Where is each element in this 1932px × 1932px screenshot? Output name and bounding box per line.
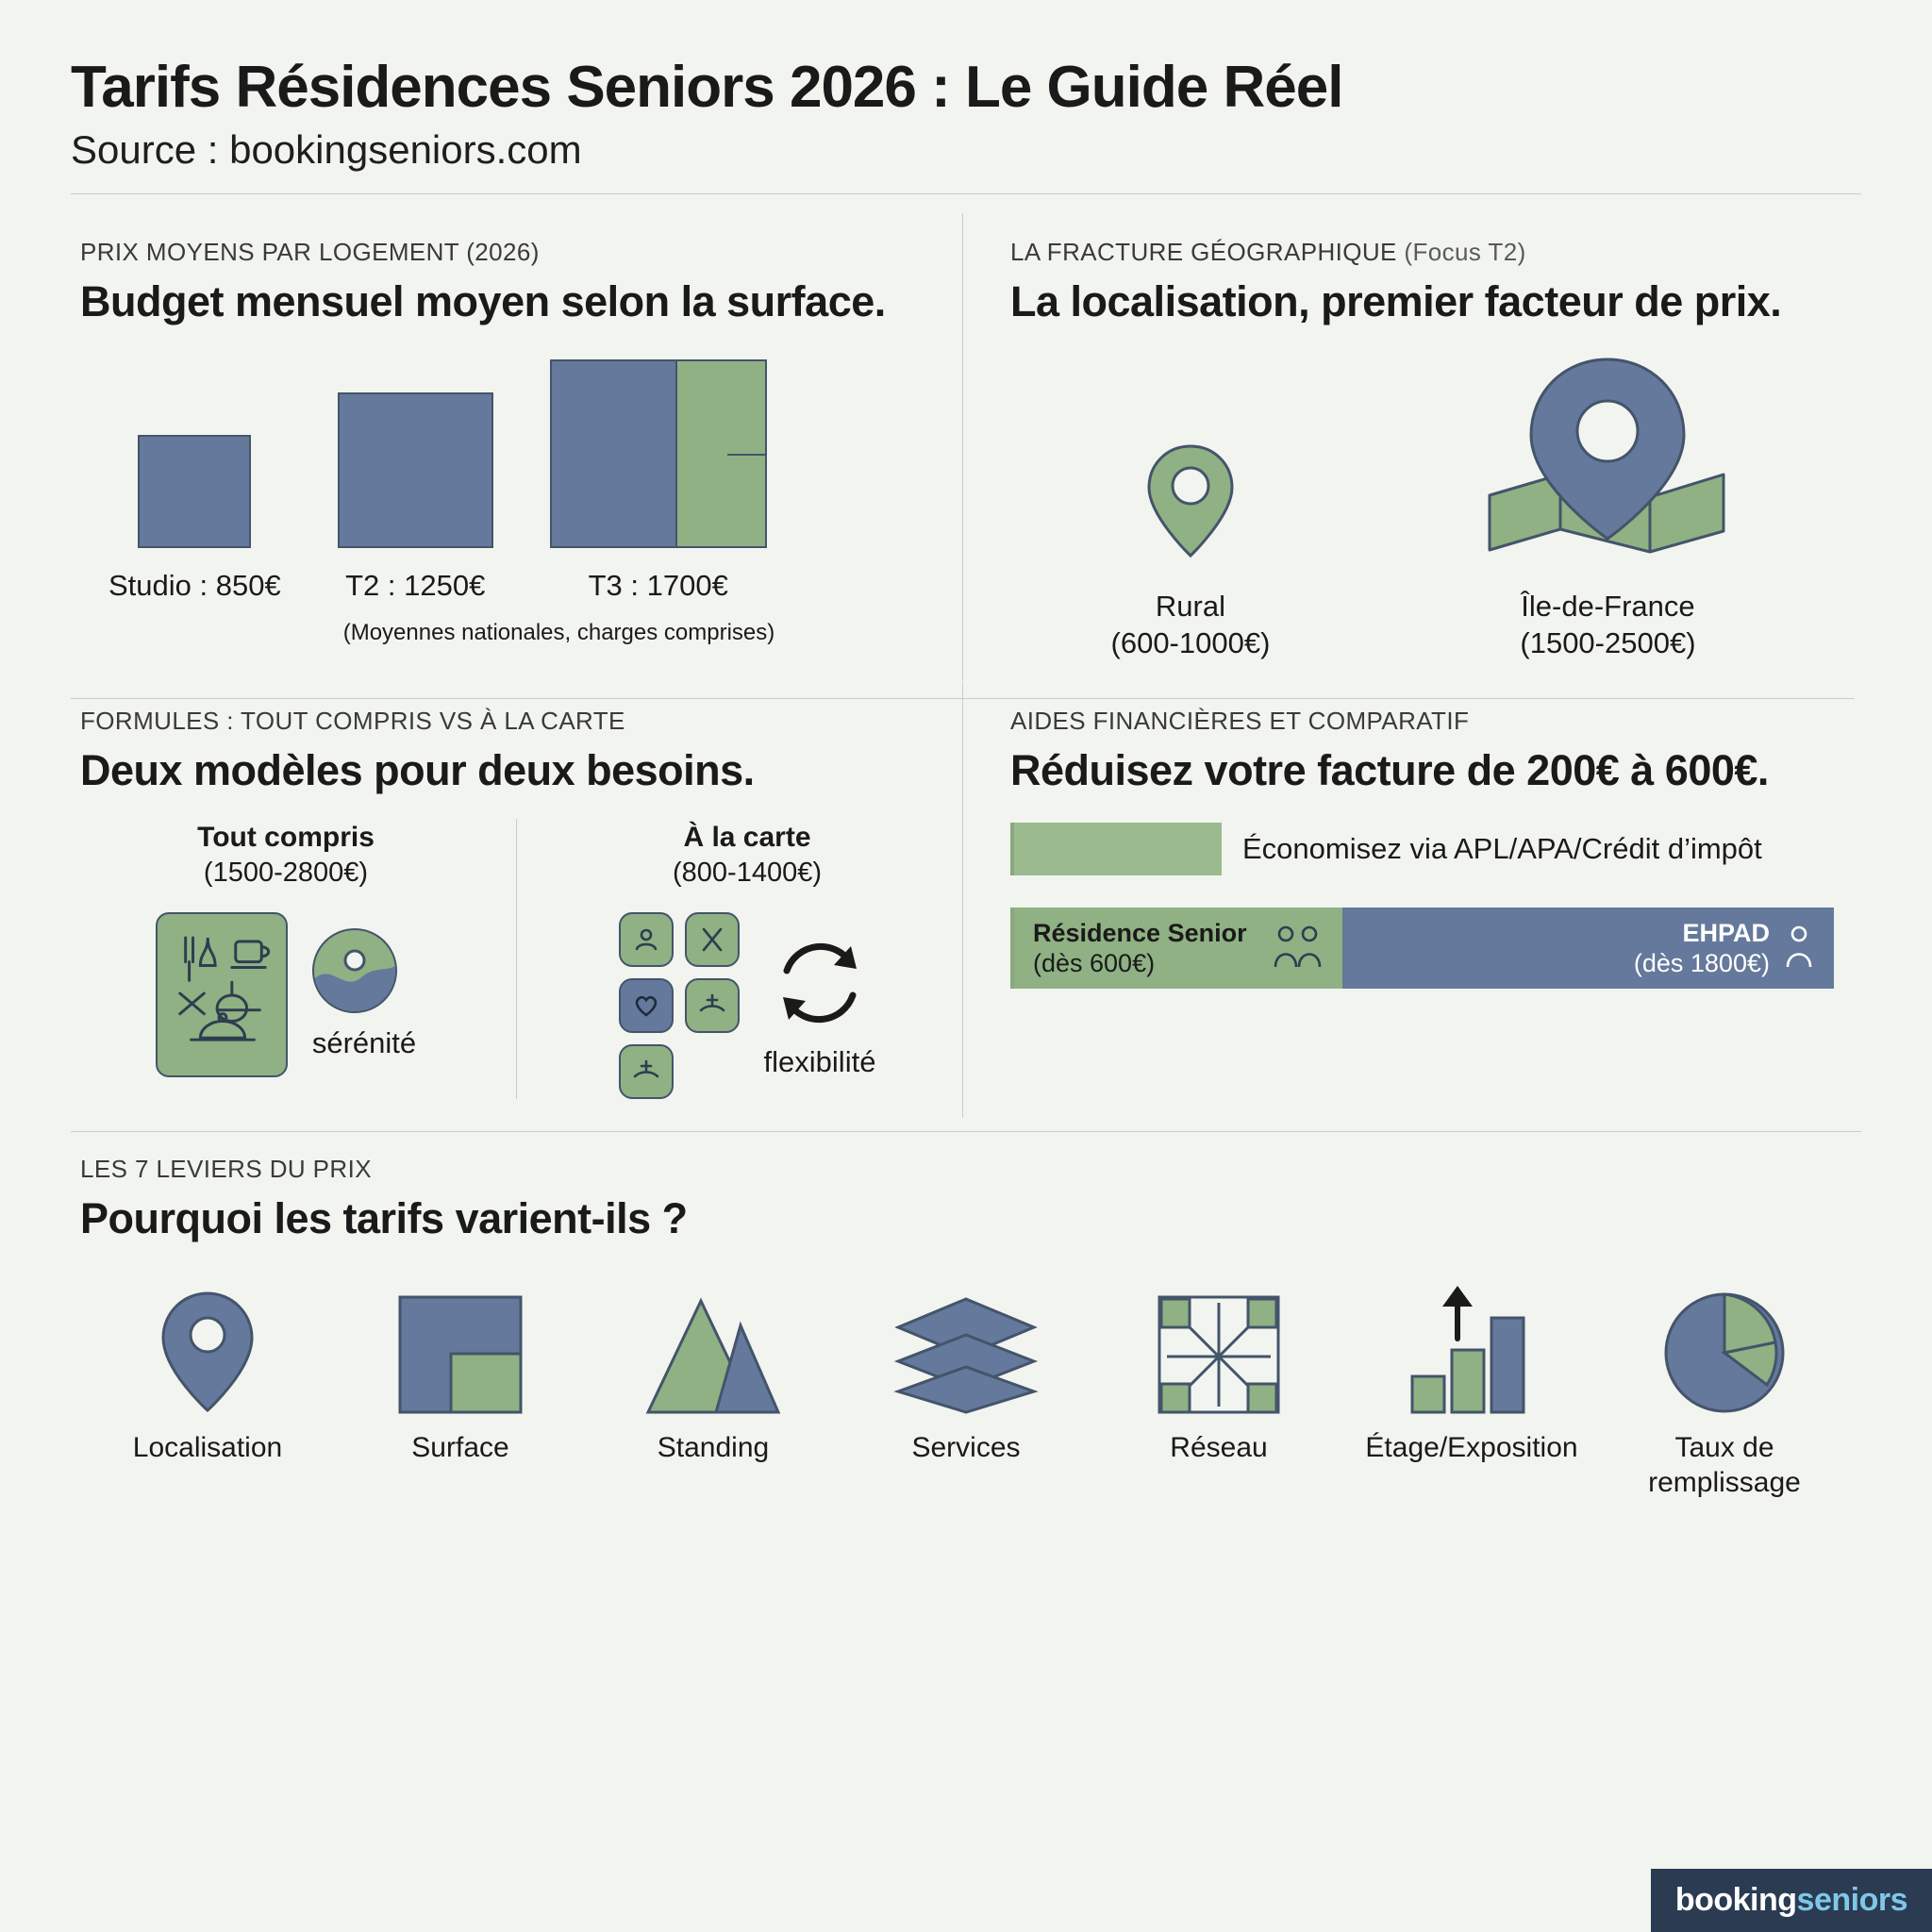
quadrant-formules — [71, 682, 962, 1118]
formules-comparison — [80, 819, 953, 1099]
aides-chart — [1010, 823, 1845, 989]
couple-icon — [1269, 924, 1325, 973]
lever-icon-wrap — [342, 1274, 578, 1416]
residence-sub: (dès 600€) — [1033, 949, 1156, 978]
heart-tile-icon — [619, 978, 674, 1033]
lever-icon-wrap — [90, 1274, 325, 1416]
ehpad-sub: (dès 1800€) — [1633, 949, 1770, 978]
formule-title: Tout compris — [197, 822, 375, 854]
lever-icon-wrap — [1101, 1274, 1337, 1416]
mountains-icon — [642, 1293, 784, 1416]
flexibility-label: flexibilité — [763, 1045, 876, 1079]
lever-icon-wrap — [595, 1274, 831, 1416]
meals-tile-icon — [156, 912, 288, 1077]
surface-label: T3 : 1700€ — [588, 569, 728, 603]
square-t3-divider — [727, 454, 765, 456]
formule-title: À la carte — [683, 822, 811, 854]
residence-text — [1033, 918, 1247, 979]
residence-title: Résidence Senior — [1033, 918, 1247, 947]
formule-a-la-carte — [541, 819, 953, 1099]
lever-label: Surface — [411, 1432, 509, 1464]
levers-list — [80, 1274, 1852, 1500]
formule-range: (800-1400€) — [673, 858, 822, 889]
logo-part-booking: booking — [1674, 1882, 1797, 1918]
lever-etage-exposition — [1354, 1274, 1590, 1500]
prices-note: (Moyennes nationales, charges comprises) — [342, 620, 775, 646]
surface-label: Studio : 850€ — [108, 569, 281, 603]
brand-logo — [1651, 1869, 1932, 1932]
lever-icon-wrap — [848, 1274, 1084, 1416]
lever-label: Standing — [657, 1432, 770, 1464]
quadrant-grid — [71, 213, 1861, 1118]
lever-label: Taux de remplissage — [1648, 1432, 1801, 1498]
prices-eyebrow: PRIX MOYENS PAR LOGEMENT (2026) — [80, 237, 540, 266]
cutlery-tile-icon — [685, 912, 740, 967]
ehpad-text — [1634, 918, 1770, 979]
geo-label-name: Rural — [1155, 590, 1226, 624]
lever-label: Services — [911, 1432, 1021, 1464]
divider-top — [71, 193, 1861, 194]
formules-eyebrow: FORMULES : TOUT COMPRIS VS À LA CARTE — [80, 706, 625, 735]
restaurant-icons — [167, 924, 276, 1065]
lever-label: Réseau — [1170, 1432, 1268, 1464]
square-t2-icon — [338, 392, 493, 548]
header — [71, 57, 1861, 173]
yin-wave-icon — [314, 930, 395, 1011]
leviers-headline: Pourquoi les tarifs varient-ils ? — [80, 1193, 688, 1242]
geo-eyebrow-sub: (Focus T2) — [1404, 237, 1526, 266]
quadrant-aides — [963, 682, 1855, 1118]
aides-eyebrow: AIDES FINANCIÈRES ET COMPARATIF — [1010, 706, 1470, 735]
lever-reseau — [1101, 1274, 1337, 1500]
geo-label-name: Île-de-France — [1521, 590, 1695, 624]
ehpad-title: EHPAD — [1682, 918, 1770, 947]
lever-surface — [342, 1274, 578, 1500]
care-hand-tile-icon-2 — [619, 1044, 674, 1099]
formules-headline: Deux modèles pour deux besoins. — [80, 745, 755, 794]
square-studio-icon — [138, 435, 251, 548]
service-tiles-grid — [619, 912, 740, 1099]
lever-icon-wrap — [1607, 1274, 1842, 1416]
geo-item-idf — [1471, 354, 1744, 662]
flexibility-block — [764, 931, 876, 1079]
logo-part-seniors: seniors — [1796, 1882, 1907, 1918]
lever-taux-remplissage — [1607, 1274, 1842, 1500]
surface-item-t2 — [338, 392, 493, 603]
surface-item-t3 — [550, 359, 767, 603]
savings-caption: Économisez via APL/APA/Crédit d’impôt — [1242, 832, 1762, 866]
lever-localisation — [90, 1274, 325, 1500]
surface-label: T2 : 1250€ — [345, 569, 486, 603]
person-icon — [1783, 924, 1815, 973]
geo-label-range: (1500-2500€) — [1520, 626, 1696, 660]
page-title: Tarifs Résidences Seniors 2026 : Le Guide Réel — [71, 55, 1343, 120]
lever-services — [848, 1274, 1084, 1500]
residence-segment — [1014, 908, 1342, 989]
geo-comparison — [1010, 354, 1845, 662]
geo-eyebrow — [1010, 238, 1845, 267]
geo-item-rural — [1111, 429, 1271, 662]
lever-label: Étage/Exposition — [1365, 1432, 1578, 1464]
formule-left-body — [80, 912, 491, 1077]
bars-arrow-icon — [1401, 1284, 1542, 1416]
network-icon — [1156, 1293, 1282, 1416]
lever-label: Localisation — [132, 1432, 283, 1464]
section-leviers — [71, 1132, 1861, 1501]
quadrant-prices — [71, 213, 962, 681]
source-line: Source : bookingseniors.com — [71, 126, 582, 172]
aides-headline: Réduisez votre facture de 200€ à 600€. — [1010, 745, 1769, 794]
layers-icon — [891, 1293, 1041, 1416]
ehpad-segment — [1342, 908, 1834, 989]
lever-standing — [595, 1274, 831, 1500]
pie-chart-icon — [1661, 1290, 1788, 1416]
refresh-arrows-icon — [768, 931, 872, 1035]
map-pin-icon — [158, 1288, 258, 1416]
surface-comparison — [80, 359, 953, 603]
geo-label-range: (600-1000€) — [1110, 626, 1271, 660]
person-tile-icon — [619, 912, 674, 967]
serenity-block — [312, 928, 416, 1060]
savings-bar — [1010, 823, 1222, 875]
formule-tout-compris — [80, 819, 491, 1077]
service-tiles — [619, 912, 740, 1099]
prices-headline: Budget mensuel moyen selon la surface. — [80, 276, 886, 325]
formules-divider — [516, 819, 517, 1099]
serenity-icon — [312, 928, 397, 1013]
lever-icon-wrap — [1354, 1274, 1590, 1416]
square-t3-icon — [550, 359, 767, 548]
serenity-label: sérénité — [311, 1026, 417, 1060]
leviers-eyebrow: LES 7 LEVIERS DU PRIX — [80, 1154, 372, 1183]
geo-headline: La localisation, premier facteur de prix. — [1010, 276, 1782, 325]
map-pin-large-icon — [1471, 354, 1744, 571]
geo-eyebrow-main: LA FRACTURE GÉOGRAPHIQUE — [1010, 237, 1397, 266]
care-hand-tile-icon — [685, 978, 740, 1033]
map-pin-icon — [1134, 429, 1247, 571]
surface-item-studio — [108, 435, 281, 603]
savings-bar-row — [1010, 823, 1834, 875]
formule-right-body — [541, 912, 953, 1099]
formule-range: (1500-2800€) — [203, 858, 369, 889]
quadrant-geography — [963, 213, 1855, 681]
residence-vs-ehpad-bar — [1010, 908, 1834, 989]
floorplan-icon — [396, 1293, 525, 1416]
